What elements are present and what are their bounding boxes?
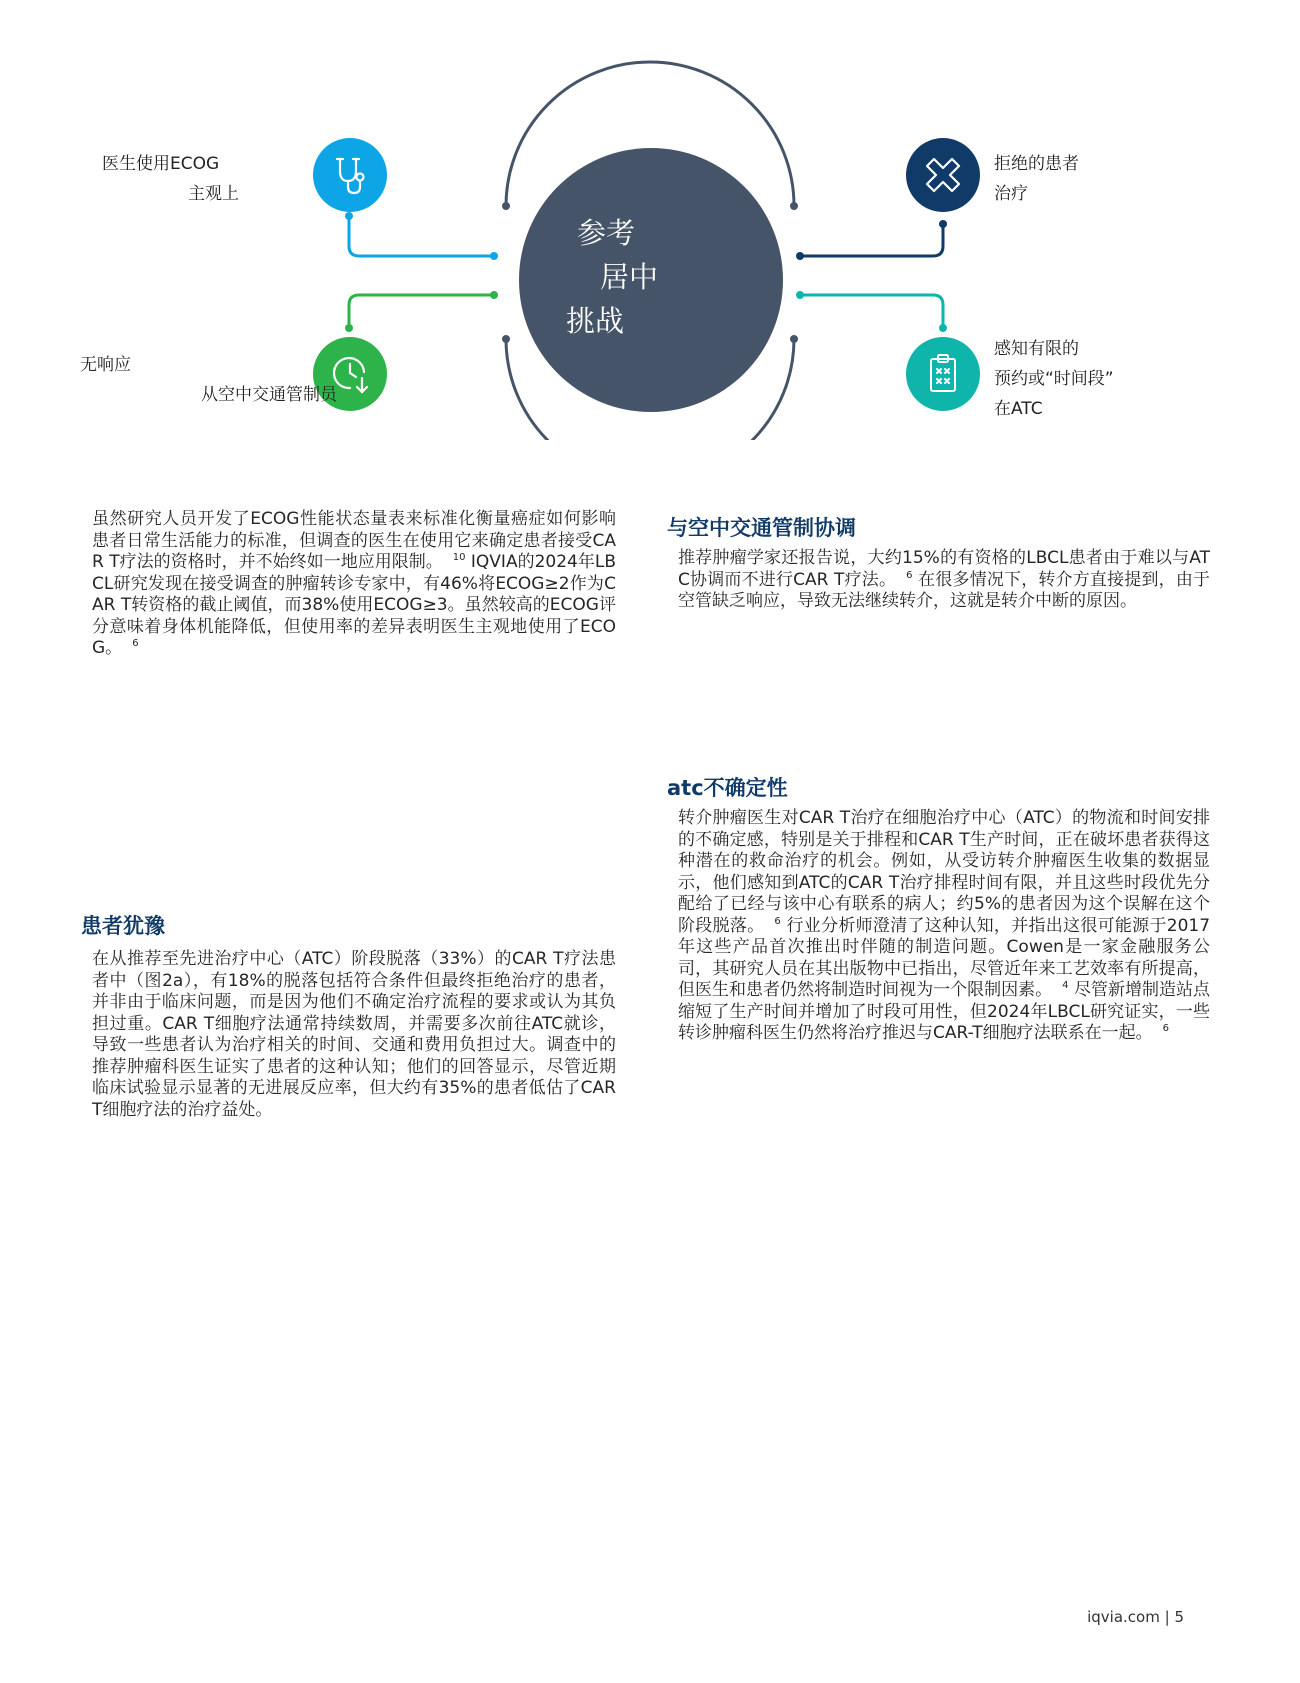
uncertainty-ref-2: 4 — [1062, 980, 1069, 991]
label-ecog-line-2: 主观上 — [188, 184, 239, 204]
uncertainty-ref-3: 6 — [1162, 1023, 1169, 1034]
ecog-ref-2: 6 — [132, 638, 139, 649]
uncertainty-ref-1: 6 — [774, 915, 781, 927]
label-ecog-line-1: 医生使用ECOG — [102, 154, 220, 174]
center-title-line-3: 挑战 — [566, 304, 625, 338]
label-limited-line-2: 预约或“时间段” — [994, 369, 1114, 389]
stethoscope-icon — [313, 138, 387, 212]
label-limited-line-3: 在ATC — [994, 399, 1043, 419]
atc-coordination-paragraph — [678, 548, 1210, 613]
label-noresp-line-2: 从空中交通管制员 — [201, 385, 337, 405]
atc-coordination-text-1: 推荐肿瘤学家还报告说，大约15%的有资格的LBCL患者由于难以与ATC协调而不进行CAR T疗法。 — [678, 548, 1210, 590]
connector-noresp — [349, 295, 493, 328]
label-refused-line-2: 治疗 — [994, 184, 1028, 204]
hesitancy-text: 在从推荐至先进治疗中心（ATC）阶段脱落（33%）的CAR T疗法患者中（图2a），有18%的脱落包括符合条件但最终拒绝治疗的患者，并非由于临床问题，而是因为他们不确定治疗流程的要求或认为其负担过重。CAR T细胞疗法通常持续数周，并需要多次前往ATC就诊，导致一些患者认为治疗相关的时间、交通和费用负担过大。调查中的推荐肿瘤科医生证实了患者的这种认知；他们的回答显示，尽管近期临床试验显示显著的无进展反应率，但大约有35%的患者低估了CAR T细胞疗法的治疗益处。 — [92, 949, 616, 1120]
label-limited-line-1: 感知有限的 — [994, 339, 1079, 359]
atc-coordination-ref-1: 6 — [906, 569, 913, 581]
footer-separator: | — [1164, 1608, 1170, 1626]
ecog-ref-1: 10 — [452, 552, 466, 563]
atc-uncertainty-paragraph — [678, 808, 1210, 1045]
center-title-line-2: 居中 — [600, 260, 659, 294]
atc-uncertainty-heading: atc不确定性 — [667, 776, 788, 800]
x-cross-icon — [906, 138, 980, 212]
connector-ecog — [349, 216, 493, 256]
uncertainty-text-2: 行业分析师澄清了这种认知，并指出这很可能源于2017年这些产品首次推出时伴随的制造问题。Cowen是一家金融服务公司，其研究人员在其出版物中已指出，尽管近年来工艺效率有所提高，但医生和患者仍然将制造时间视为一个限制因素。 — [678, 915, 1211, 1000]
clipboard-icon — [906, 337, 980, 411]
hesitancy-heading: 患者犹豫 — [81, 914, 165, 938]
label-refused-line-1: 拒绝的患者 — [994, 154, 1079, 174]
connector-refused — [800, 224, 943, 256]
connector-limited — [800, 295, 943, 328]
ecog-text-1: 虽然研究人员开发了ECOG性能状态量表来标准化衡量癌症如何影响患者日常生活能力的标准，但调查的医生在使用它来确定患者接受CAR T疗法的资格时，并不始终如一地应用限制。 — [92, 509, 616, 572]
ecog-text-2: IQVIA的2024年LBCL研究发现在接受调查的肿瘤转诊专家中，有46%将ECOG≥2作为CAR T转资格的截止阈值，而38%使用ECOG≥3。虽然较高的ECOG评分意味着身体机能降低，但使用率的差异表明医生主观地使用了ECOG。 — [92, 552, 616, 658]
footer-site-link[interactable]: iqvia.com — [1087, 1608, 1160, 1626]
page-number: 5 — [1174, 1608, 1184, 1626]
atc-coordination-text-2: 在很多情况下，转介方直接提到，由于空管缺乏响应，导致无法继续转介，这就是转介中断的原因。 — [678, 569, 1210, 611]
label-noresp-line-1: 无响应 — [80, 355, 131, 375]
hesitancy-paragraph — [92, 949, 616, 1121]
uncertainty-text-1: 转介肿瘤医生对CAR T治疗在细胞治疗中心（ATC）的物流和时间安排的不确定感，特别是关于排程和CAR T生产时间，正在破坏患者获得这种潜在的救命治疗的机会。例如，从受访转介肿瘤医生收集的数据显示，他们感知到ATC的CAR T治疗排程时间有限，并且这些时段优先分配给了已经与该中心有联系的病人；约5%的患者因为这个误解在这个阶段脱落。 — [678, 808, 1210, 936]
ecog-paragraph — [92, 509, 616, 660]
atc-coordination-heading: 与空中交通管制协调 — [667, 516, 856, 540]
page-footer — [1087, 1608, 1184, 1626]
uncertainty-text-3: 尽管新增制造站点缩短了生产时间并增加了时段可用性，但2024年LBCL研究证实，一些转诊肿瘤科医生仍然将治疗推迟与CAR-T细胞疗法联系在一起。 — [678, 980, 1211, 1043]
center-title-line-1: 参考 — [577, 216, 636, 250]
